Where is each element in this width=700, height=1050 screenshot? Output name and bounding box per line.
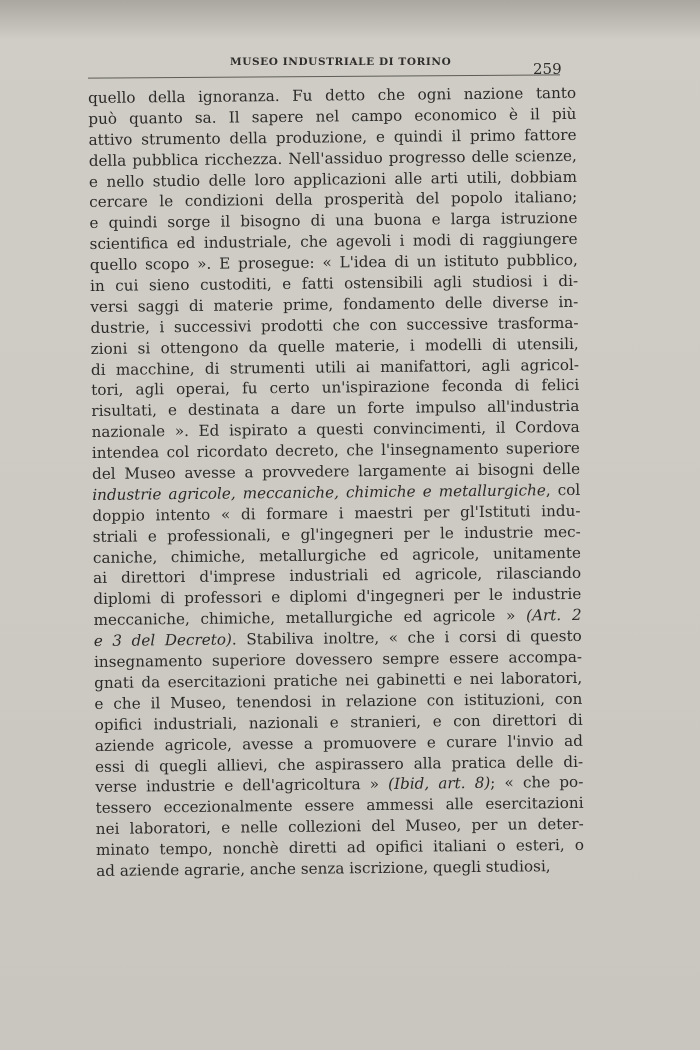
text-line: diplomi di professori e diplomi d'ingegneri per le industrie [93,585,582,609]
text-line: risultati, e destinata a dare un forte impulso all'industria [91,397,580,421]
italic-citation: e 3 del Decreto) [93,630,232,651]
text-line: attivo strumento della produzione, e quindi il primo fattore [88,125,577,149]
text-line: nei laboratori, e nelle collezioni del Museo, per un deter- [95,815,584,839]
text-line: striali e professionali, e gl'ingegneri per le industrie mec- [92,522,581,546]
text-line: gnati da esercitazioni pratiche nei gabinetti e nei laboratori, [94,668,583,692]
text-line: quello della ignoranza. Fu detto che ogni nazione tanto [88,83,577,107]
text-line: cercare le condizioni della prosperità del popolo italiano; [89,188,578,212]
text-line: dustrie, i successivi prodotti che con successive trasforma- [90,313,579,337]
text-line: industrie agricole, meccaniche, chimiche e metallurgiche, col [92,480,581,504]
text-line: tori, agli operai, fu certo un'ispirazione feconda di felici [91,376,580,400]
text-line: minato tempo, nonchè diretti ad opifici italiani o esteri, o [95,835,585,860]
italic-citation: (Art. 2 [526,606,582,625]
text-line: e che il Museo, tenendosi in relazione con istituzioni, con [94,689,583,713]
text-line: meccaniche, chimiche, metallurgiche ed agricole » (Art. 2 [93,606,582,630]
page-number: 259 [533,60,562,78]
text-line: ad aziende agrarie, anche senza iscrizione, quegli studiosi, [96,857,551,880]
italic-phrase: industrie agricole, meccaniche, chimiche e metallurgiche [92,481,546,504]
text-line: caniche, chimiche, metallurgiche ed agricole, unitamente [92,543,581,567]
text-line: del Museo avesse a provvedere largamente ai bisogni delle [91,459,581,484]
text-line: in cui sieno custoditi, e fatti ostensibili agli studiosi i di- [89,271,579,296]
text-line: scientifica ed industriale, che agevoli i modi di raggiungere [89,230,578,254]
text-line: opifici industriali, nazionali e stranieri, e con direttori di [94,710,583,734]
text-line: intendea col ricordato decreto, che l'insegnamento superiore [91,439,580,463]
page-top-shadow [0,0,700,40]
text-line: può quanto sa. Il sapere nel campo economico è il più [88,104,577,128]
text-line: insegnamento superiore dovessero sempre essere accompa- [93,647,583,672]
text-line: zioni si ottengono da quelle materie, i modelli di utensili, [90,334,579,358]
italic-citation: (Ibid, art. 8) [388,774,491,794]
text-line: doppio intento « di formare i maestri per gl'Istituti indu- [92,501,581,525]
text-line: tessero eccezionalmente essere ammessi alle esercitazioni [95,794,584,818]
text-line: quello scopo ». E prosegue: « L'idea di un istituto pubblico, [89,251,578,275]
text-line: e quindi sorge il bisogno di una buona e larga istruzione [89,209,578,233]
text-line: ai direttori d'imprese industriali ed agricole, rilasciando [93,564,582,588]
body-text [88,83,584,882]
text-line: essi di quegli allievi, che aspirassero alla pratica delle di- [95,752,584,776]
text-line: verse industrie e dell'agricoltura » (Ibid, art. 8); « che po- [95,773,584,797]
text-line: e nello studio delle loro applicazioni alle arti utili, dobbiam [88,167,578,191]
running-header-title: MUSEO INDUSTRIALE DI TORINO [230,56,452,68]
text-line: della pubblica ricchezza. Nell'assiduo progresso delle scienze, [88,146,577,170]
header-rule [88,74,560,78]
text-line: nazionale ». Ed ispirato a questi convincimenti, il Cordova [91,418,580,442]
text-line: versi saggi di materie prime, fondamento delle diverse in- [90,292,579,316]
text-line: aziende agricole, avesse a promuovere e curare l'invio ad [94,731,583,755]
text-line: di macchine, di strumenti utili ai manifattori, agli agricol- [90,355,580,379]
text-line: e 3 del Decreto). Stabiliva inoltre, « che i corsi di questo [93,627,582,651]
